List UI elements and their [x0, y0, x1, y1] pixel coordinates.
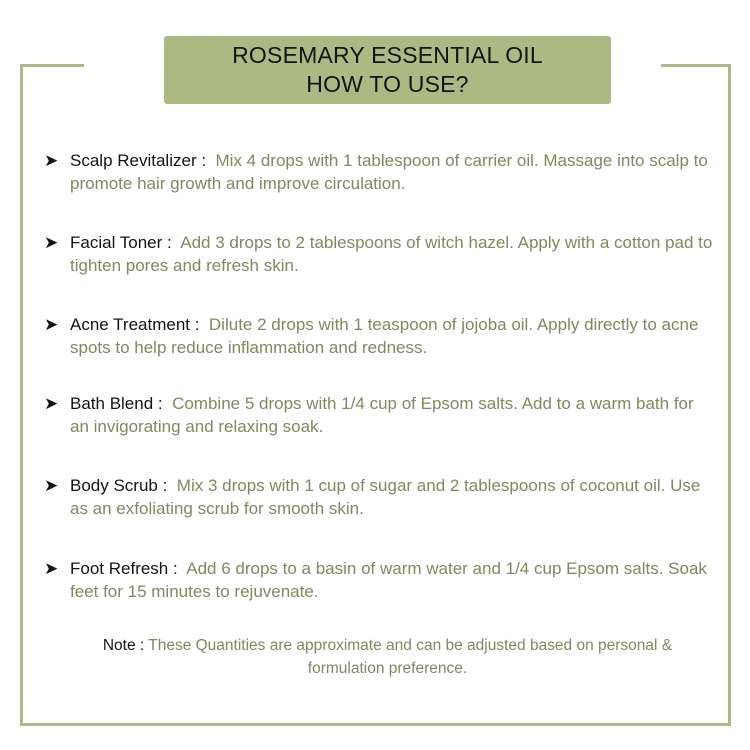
usage-description: Mix 4 drops with 1 tablespoon of carrier oil. Massage into scalp to promote hair growth and improve circulation.	[70, 151, 708, 193]
arrow-bullet-icon: ➤	[44, 559, 59, 578]
usage-item-facial-toner	[44, 232, 714, 277]
usage-item-scalp-revitalizer	[44, 150, 714, 195]
usage-item-bath-blend	[44, 393, 714, 438]
arrow-bullet-icon: ➤	[44, 394, 59, 413]
arrow-bullet-icon: ➤	[44, 151, 59, 170]
usage-description: Dilute 2 drops with 1 teaspoon of jojoba oil. Apply directly to acne spots to help reduce inflammation and redness.	[70, 315, 699, 357]
usage-label: Facial Toner :	[70, 233, 172, 252]
frame-border-bottom	[20, 723, 731, 726]
frame-border-top-right	[661, 64, 731, 67]
title-line-1: ROSEMARY ESSENTIAL OIL	[232, 42, 543, 68]
arrow-bullet-icon: ➤	[44, 315, 59, 334]
usage-description: Mix 3 drops with 1 cup of sugar and 2 tablespoons of coconut oil. Use as an exfoliating scrub for smooth skin.	[70, 476, 701, 518]
usage-description: Combine 5 drops with 1/4 cup of Epsom salts. Add to a warm bath for an invigorating and relaxing soak.	[70, 394, 694, 436]
usage-label: Foot Refresh :	[70, 559, 178, 578]
frame-border-right	[728, 64, 731, 726]
title-line-2: HOW TO USE?	[306, 71, 469, 97]
arrow-bullet-icon: ➤	[44, 233, 59, 252]
usage-label: Body Scrub :	[70, 476, 168, 495]
usage-description: Add 3 drops to 2 tablespoons of witch hazel. Apply with a cotton pad to tighten pores and refresh skin.	[70, 233, 713, 275]
usage-item-foot-refresh	[44, 558, 714, 603]
usage-item-acne-treatment	[44, 314, 714, 359]
usage-label: Acne Treatment :	[70, 315, 200, 334]
frame-border-top-left	[20, 64, 84, 67]
frame-border-left	[20, 64, 23, 726]
usage-description: Add 6 drops to a basin of warm water and 1/4 cup Epsom salts. Soak feet for 15 minutes to rejuvenate.	[70, 559, 707, 601]
note-text: These Quantities are approximate and can be adjusted based on personal & formulation preference.	[148, 637, 673, 677]
usage-label: Bath Blend :	[70, 394, 163, 413]
note	[100, 635, 675, 680]
note-label: Note :	[102, 637, 145, 654]
usage-item-body-scrub	[44, 475, 714, 520]
arrow-bullet-icon: ➤	[44, 476, 59, 495]
usage-label: Scalp Revitalizer :	[70, 151, 207, 170]
title-banner	[164, 36, 611, 104]
